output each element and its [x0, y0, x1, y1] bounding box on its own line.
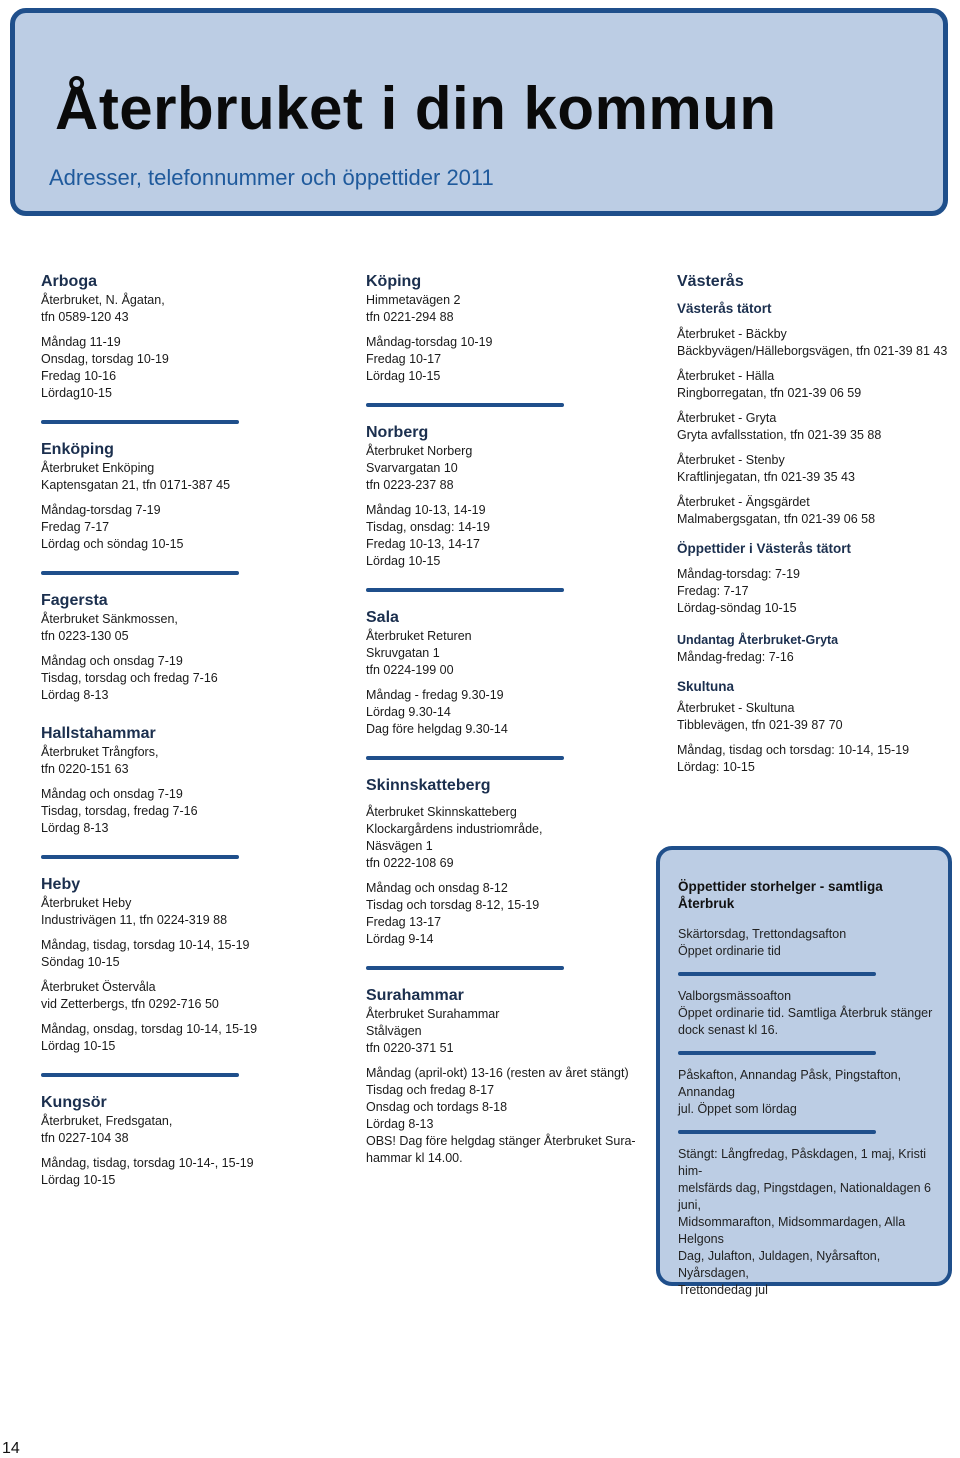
- holiday-hours-box: [656, 846, 952, 1297]
- hours-line: Måndag, tisdag, torsdag 10-14, 15-19: [41, 938, 250, 952]
- subsection-heading: Västerås tätort: [677, 301, 772, 316]
- hours-line: Måndag, onsdag, torsdag 10-14, 15-19: [41, 1022, 258, 1036]
- divider: [678, 1051, 876, 1055]
- notice-line: hammar kl 14.00.: [366, 1151, 463, 1165]
- hours-line: Lördag och söndag 10-15: [41, 537, 184, 551]
- section-fagersta: [41, 591, 261, 704]
- box-line: Dag, Julafton, Juldagen, Nyårsafton, Nyårsdagen,: [678, 1249, 881, 1280]
- hours-line: Fredag 10-17: [366, 352, 442, 366]
- address-line: Återbruket Enköping: [41, 461, 155, 475]
- hours-line: Måndag (april-okt) 13-16 (resten av året stängt): [366, 1066, 629, 1080]
- address-line: Malmabergsgatan, tfn 021-39 06 58: [677, 512, 876, 526]
- address-line: Ringborregatan, tfn 021-39 06 59: [677, 386, 862, 400]
- subsection-heading: Undantag Återbruket-Gryta: [677, 633, 839, 647]
- hours-line: Måndag - fredag 9.30-19: [366, 688, 504, 702]
- hours-line: Måndag 10-13, 14-19: [366, 503, 486, 517]
- box-line: Öppet ordinarie tid: [678, 944, 781, 958]
- hours-line: Fredag 10-13, 14-17: [366, 537, 480, 551]
- address-line: Kraftlinjegatan, tfn 021-39 35 43: [677, 470, 855, 484]
- section-heading: Sala: [366, 609, 399, 626]
- divider: [366, 588, 564, 592]
- hours-line: Onsdag och tordags 8-18: [366, 1100, 508, 1114]
- subsection-heading: Öppettider i Västerås tätort: [677, 541, 852, 556]
- phone-line: tfn 0222-108 69: [366, 856, 454, 870]
- section-heading: Enköping: [41, 441, 114, 458]
- hours-line: Lördag: 10-15: [677, 760, 755, 774]
- hours-line: Måndag-fredag: 7-16: [677, 650, 794, 664]
- address-line: Klockargårdens industriområde,: [366, 822, 543, 836]
- section-heading: Surahammar: [366, 987, 464, 1004]
- hours-line: Lördag 10-15: [366, 369, 441, 383]
- box-line: Trettondedag jul: [678, 1283, 768, 1297]
- section-koping: [366, 272, 636, 385]
- hours-line: Tisdag och torsdag 8-12, 15-19: [366, 898, 540, 912]
- location-name: Återbruket - Gryta: [677, 411, 777, 425]
- section-enkoping: [41, 440, 261, 553]
- phone-line: tfn 0227-104 38: [41, 1131, 129, 1145]
- box-line: melsfärds dag, Pingstdagen, Nationaldagen 6 juni,: [678, 1181, 931, 1212]
- hours-line: Tisdag, onsdag: 14-19: [366, 520, 490, 534]
- hours-line: Fredag 7-17: [41, 520, 110, 534]
- hours-line: Måndag-torsdag 7-19: [41, 503, 161, 517]
- section-hallstahammar: [41, 724, 261, 837]
- address-line: Återbruket, N. Ågatan,: [41, 293, 165, 307]
- divider: [678, 972, 876, 976]
- section-heading: Skinnskatteberg: [366, 777, 491, 794]
- hours-line: Fredag 13-17: [366, 915, 442, 929]
- hours-line: Tisdag, torsdag och fredag 7-16: [41, 671, 218, 685]
- divider: [678, 1130, 876, 1134]
- section-arboga: [41, 272, 261, 402]
- divider: [41, 571, 239, 575]
- address-line: Himmetavägen 2: [366, 293, 461, 307]
- address-line: Skruvgatan 1: [366, 646, 440, 660]
- divider: [41, 420, 239, 424]
- address-line: Återbruket Surahammar: [366, 1007, 500, 1021]
- hours-line: Fredag: 7-17: [677, 584, 749, 598]
- divider: [366, 403, 564, 407]
- section-heading: Kungsör: [41, 1094, 107, 1111]
- location-name: Återbruket - Bäckby: [677, 327, 787, 341]
- section-heading: Fagersta: [41, 592, 108, 609]
- address-line: Återbruket Trångfors,: [41, 745, 159, 759]
- address-line: Kaptensgatan 21, tfn 0171-387 45: [41, 478, 231, 492]
- hours-line: Lördag 10-15: [41, 1173, 116, 1187]
- address-line: Återbruket, Fredsgatan,: [41, 1114, 173, 1128]
- hours-line: Måndag-torsdag 10-19: [366, 335, 493, 349]
- divider: [41, 1073, 239, 1077]
- phone-line: tfn 0220-151 63: [41, 762, 129, 776]
- page-number: 14: [2, 1440, 20, 1457]
- hours-line: Lördag 8-13: [41, 821, 109, 835]
- address-line: Svarvargatan 10: [366, 461, 458, 475]
- location-name: Återbruket - Stenby: [677, 453, 785, 467]
- box-line: Påskafton, Annandag Påsk, Pingstafton, Annandag: [678, 1068, 902, 1099]
- phone-line: tfn 0220-371 51: [366, 1041, 454, 1055]
- hours-line: Dag före helgdag 9.30-14: [366, 722, 508, 736]
- section-heading: Heby: [41, 876, 81, 893]
- section-skinnskatteberg: [366, 776, 636, 948]
- hours-line: Lördag 10-15: [366, 554, 441, 568]
- section-heading: Köping: [366, 273, 422, 290]
- hours-line: Måndag 11-19: [41, 335, 121, 349]
- location-name: Återbruket - Hälla: [677, 369, 775, 383]
- hours-line: Måndag, tisdag och torsdag: 10-14, 15-19: [677, 743, 910, 757]
- hours-line: Onsdag, torsdag 10-19: [41, 352, 169, 366]
- box-line: jul. Öppet som lördag: [678, 1102, 797, 1116]
- section-sala: [366, 608, 636, 738]
- box-title: Öppettider storhelger - samtliga Återbruk: [678, 879, 883, 911]
- box-line: Skärtorsdag, Trettondagsafton: [678, 927, 847, 941]
- notice-line: OBS! Dag före helgdag stänger Återbruket Sura-: [366, 1134, 636, 1148]
- section-surahammar: [366, 986, 636, 1167]
- section-kungsor: [41, 1093, 261, 1189]
- subsection-heading: Skultuna: [677, 679, 735, 694]
- divider: [41, 855, 239, 859]
- address-line: Återbruket Returen: [366, 629, 472, 643]
- divider: [366, 966, 564, 970]
- hours-line: Lördag10-15: [41, 386, 112, 400]
- address-line: Gryta avfallsstation, tfn 021-39 35 88: [677, 428, 882, 442]
- divider: [366, 756, 564, 760]
- hours-line: Lördag 10-15: [41, 1039, 116, 1053]
- column-1: [41, 272, 261, 1189]
- hours-line: Måndag och onsdag 7-19: [41, 654, 183, 668]
- box-line: Stängt: Långfredag, Påskdagen, 1 maj, Kristi him-: [678, 1147, 927, 1178]
- location-name: Återbruket - Skultuna: [677, 701, 795, 715]
- section-heading: Västerås: [677, 273, 744, 290]
- hours-line: Måndag, tisdag, torsdag 10-14-, 15-19: [41, 1156, 254, 1170]
- hours-line: Lördag 8-13: [366, 1117, 434, 1131]
- hours-line: Lördag-söndag 10-15: [677, 601, 797, 615]
- phone-line: tfn 0589-120 43: [41, 310, 129, 324]
- box-line: dock senast kl 16.: [678, 1023, 779, 1037]
- section-norberg: [366, 423, 636, 570]
- hours-line: Lördag 9.30-14: [366, 705, 451, 719]
- address-line: Industrivägen 11, tfn 0224-319 88: [41, 913, 228, 927]
- address-line: Näsvägen 1: [366, 839, 433, 853]
- page-title: Återbruket i din kommun: [55, 75, 777, 142]
- phone-line: tfn 0223-237 88: [366, 478, 454, 492]
- section-heby: [41, 875, 261, 1055]
- header-banner: [10, 8, 948, 216]
- section-heading: Hallstahammar: [41, 725, 156, 742]
- address-line: Tibblevägen, tfn 021-39 87 70: [677, 718, 843, 732]
- address-line: Återbruket Skinnskatteberg: [366, 805, 517, 819]
- box-line: Midsommarafton, Midsommardagen, Alla Helgons: [678, 1215, 906, 1246]
- phone-line: tfn 0223-130 05: [41, 629, 129, 643]
- address-line: Återbruket Östervåla: [41, 980, 156, 994]
- page-subtitle: Adresser, telefonnummer och öppettider 2011: [49, 165, 494, 190]
- column-2: [366, 272, 636, 1167]
- hours-line: Fredag 10-16: [41, 369, 117, 383]
- phone-line: tfn 0221-294 88: [366, 310, 454, 324]
- hours-line: Måndag och onsdag 8-12: [366, 881, 508, 895]
- hours-line: Måndag och onsdag 7-19: [41, 787, 183, 801]
- address-line: Återbruket Sänkmossen,: [41, 612, 178, 626]
- column-3: [677, 272, 952, 776]
- hours-line: Tisdag, torsdag, fredag 7-16: [41, 804, 198, 818]
- hours-line: Lördag 9-14: [366, 932, 434, 946]
- hours-line: Måndag-torsdag: 7-19: [677, 567, 800, 581]
- address-line: vid Zetterbergs, tfn 0292-716 50: [41, 997, 219, 1011]
- address-line: Återbruket Norberg: [366, 444, 473, 458]
- hours-line: Lördag 8-13: [41, 688, 109, 702]
- section-heading: Norberg: [366, 424, 429, 441]
- address-line: Återbruket Heby: [41, 896, 132, 910]
- phone-line: tfn 0224-199 00: [366, 663, 454, 677]
- address-line: Bäckbyvägen/Hälleborgsvägen, tfn 021-39 81 43: [677, 344, 948, 358]
- section-heading: Arboga: [41, 273, 97, 290]
- box-line: Öppet ordinarie tid. Samtliga Återbruk stänger: [678, 1006, 933, 1020]
- box-line: Valborgsmässoafton: [678, 989, 792, 1003]
- address-line: Stålvägen: [366, 1024, 422, 1038]
- hours-line: Söndag 10-15: [41, 955, 120, 969]
- location-name: Återbruket - Ängsgärdet: [677, 495, 810, 509]
- hours-line: Tisdag och fredag 8-17: [366, 1083, 495, 1097]
